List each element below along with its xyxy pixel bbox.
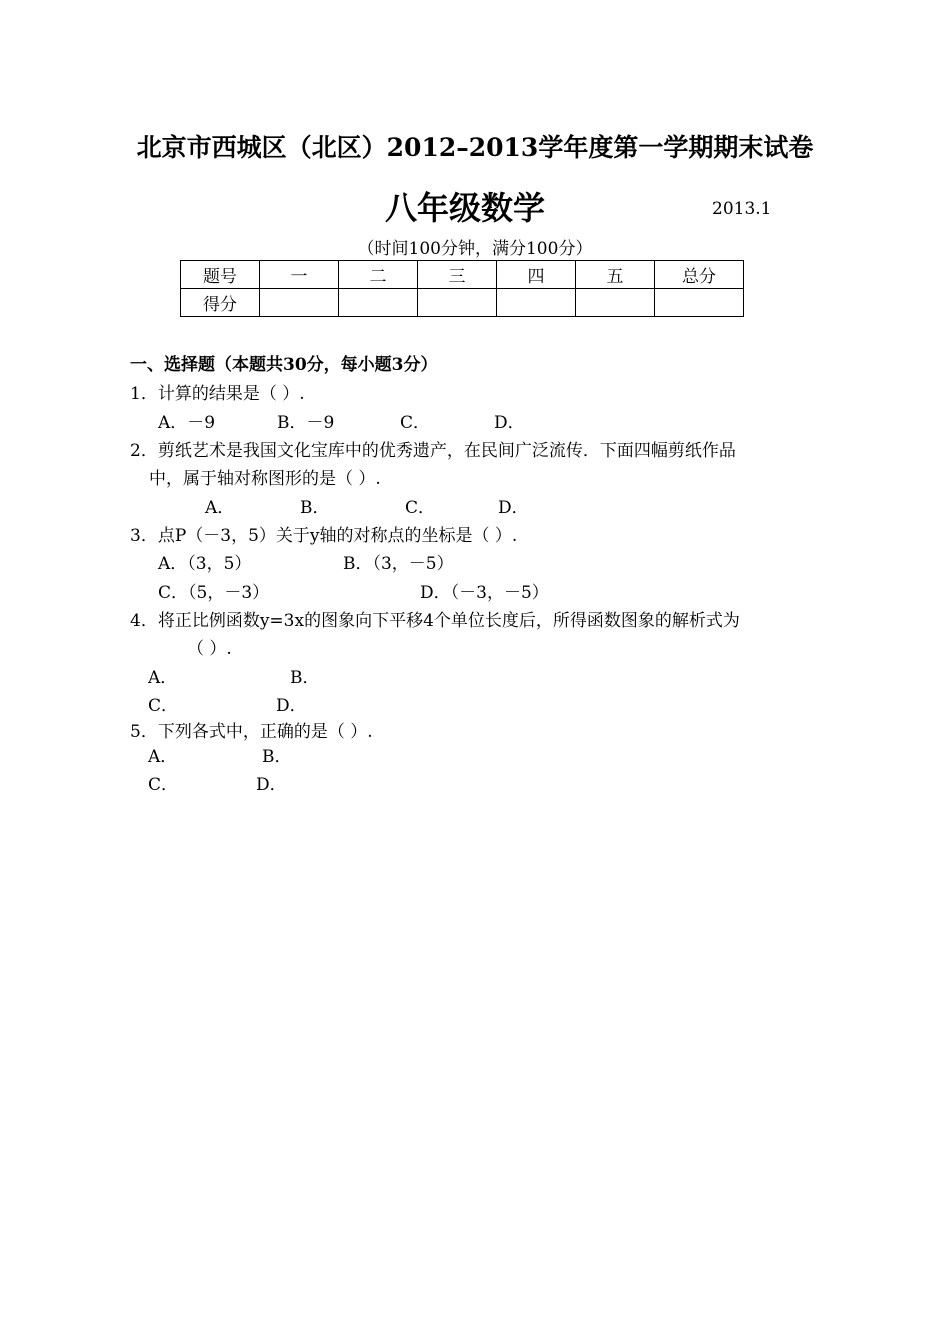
q1-option-d: D．: [494, 413, 525, 433]
q2-option-b: B．: [300, 498, 330, 518]
table-cell: 三: [418, 261, 497, 289]
q3-option-b: B．（3，－5）: [343, 554, 454, 574]
table-cell: 五: [576, 261, 655, 289]
q4-option-d: D．: [276, 696, 307, 716]
q4-option-c: C．: [148, 696, 179, 716]
q1-option-a: A．－9: [158, 413, 216, 433]
score-cell[interactable]: [339, 289, 418, 317]
score-cell[interactable]: [576, 289, 655, 317]
exam-date: 2013.1: [712, 199, 772, 219]
q5-option-a: A．: [148, 747, 178, 767]
table-cell: 题号: [181, 261, 260, 289]
score-cell[interactable]: [497, 289, 576, 317]
table-cell: 得分: [181, 289, 260, 317]
table-cell: 一: [260, 261, 339, 289]
score-cell[interactable]: [418, 289, 497, 317]
question-4-stem-line1: 4．将正比例函数y=3x的图象向下平移4个单位长度后，所得函数图象的解析式为: [130, 611, 740, 631]
q2-option-d: D．: [498, 498, 529, 518]
table-cell: 四: [497, 261, 576, 289]
question-3-stem: 3．点P（－3，5）关于y轴的对称点的坐标是（ ）.: [130, 526, 518, 546]
table-cell: 总分: [655, 261, 744, 289]
q3-option-c: C．（5，－3）: [158, 583, 270, 603]
table-row: [181, 289, 744, 317]
q4-option-a: A．: [148, 668, 178, 688]
exam-title: 北京市西城区（北区）2012–2013学年度第一学期期末试卷: [136, 133, 814, 162]
q1-option-c: C．: [400, 413, 431, 433]
q5-option-c: C．: [148, 775, 179, 795]
question-5-stem: 5．下列各式中，正确的是（ ）.: [130, 722, 373, 742]
section-heading: 一、选择题（本题共30分，每小题3分）: [130, 355, 438, 375]
q2-option-a: A．: [205, 498, 235, 518]
table-row: [181, 261, 744, 289]
score-table: [180, 260, 744, 317]
question-4-stem-line2: （ ）.: [187, 639, 232, 659]
question-2-stem-line2: 中，属于轴对称图形的是（ ）.: [149, 469, 381, 489]
q5-option-d: D．: [256, 775, 287, 795]
table-cell: 二: [339, 261, 418, 289]
score-cell[interactable]: [655, 289, 744, 317]
q4-option-b: B．: [290, 668, 320, 688]
score-cell[interactable]: [260, 289, 339, 317]
question-2-stem-line1: 2．剪纸艺术是我国文化宝库中的优秀遗产，在民间广泛流传．下面四幅剪纸作品: [130, 441, 736, 461]
exam-subtitle: 八年级数学: [384, 189, 545, 227]
question-1-stem: 1．计算的结果是（ ）.: [130, 384, 305, 404]
q3-option-d: D．（－3，－5）: [420, 583, 549, 603]
q3-option-a: A．（3，5）: [158, 554, 252, 574]
q1-option-b: B．－9: [277, 413, 335, 433]
q2-option-c: C．: [405, 498, 436, 518]
q5-option-b: B．: [262, 747, 292, 767]
time-info: （时间100分钟，满分100分）: [357, 239, 593, 259]
